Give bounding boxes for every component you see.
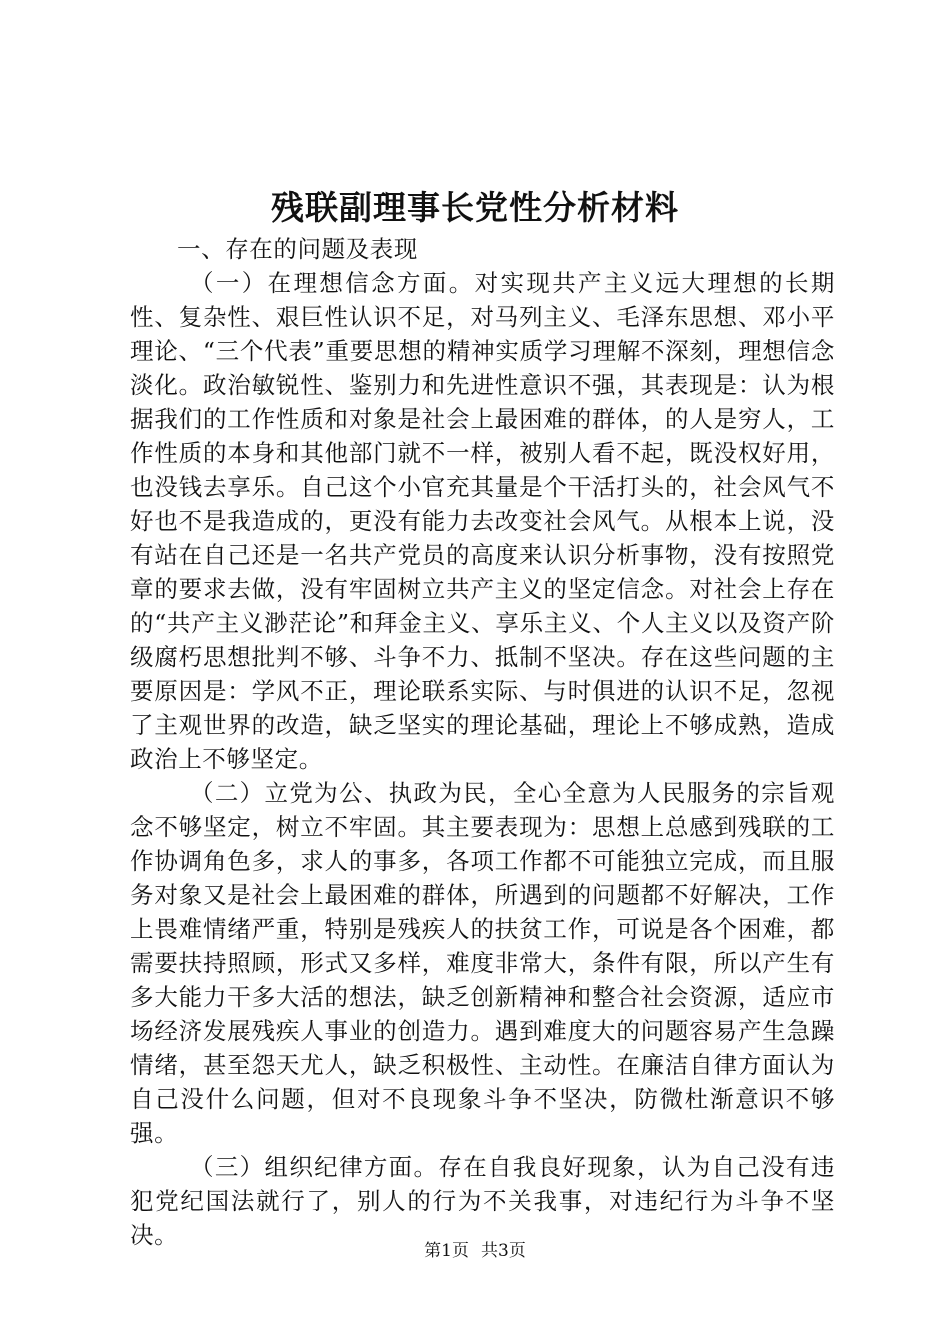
document-title: 残联副理事长党性分析材料 bbox=[271, 188, 679, 227]
section-heading: 一、存在的问题及表现 bbox=[177, 235, 418, 263]
document-body bbox=[130, 232, 835, 1252]
paragraph-1: （一）在理想信念方面。对实现共产主义远大理想的长期性、复杂性、艰巨性认识不足，对马列主义、毛泽东思想、邓小平理论、“三个代表”重要思想的精神实质学习理解不深刻，理想信念淡化。政治敏锐性、鉴别力和先进性意识不强，其表现是：认为根据我们的工作性质和对象是社会上最困难的群体，的人是穷人，工作性质的本身和其他部门就不一样，被别人看不起，既没权好用，也没钱去享乐。自己这个小官充其量是个干活打头的，社会风气不好也不是我造成的，更没有能力去改变社会风气。从根本上说，没有站在自己还是一名共产党员的高度来认识分析事物，没有按照党章的要求去做，没有牢固树立共产主义的坚定信念。对社会上存在的“共产主义渺茫论”和拜金主义、享乐主义、个人主义以及资产阶级腐朽思想批判不够、斗争不力、抵制不坚决。存在这些问题的主要原因是：学风不正，理论联系实际、与时俱进的认识不足，忽视了主观世界的改造，缺乏坚实的理论基础，理论上不够成熟，造成政治上不够坚定。 bbox=[130, 269, 835, 773]
paragraph-3: （三）组织纪律方面。存在自我良好现象，认为自己没有违犯党纪国法就行了，别人的行为不关我事，对违纪行为斗争不坚决。 bbox=[130, 1153, 835, 1249]
page-total: 共3页 bbox=[481, 1241, 526, 1261]
page-footer bbox=[0, 1240, 950, 1262]
page-number: 第1页 bbox=[424, 1241, 469, 1261]
paragraph-2: （二）立党为公、执政为民，全心全意为人民服务的宗旨观念不够坚定，树立不牢固。其主要表现为：思想上总感到残联的工作协调角色多，求人的事多，各项工作都不可能独立完成，而且服务对象又是社会上最困难的群体，所遇到的问题都不好解决，工作上畏难情绪严重，特别是残疾人的扶贫工作，可说是各个困难，都需要扶持照顾，形式又多样，难度非常大，条件有限，所以产生有多大能力干多大活的想法，缺乏创新精神和整合社会资源，适应市场经济发展残疾人事业的创造力。遇到难度大的问题容易产生急躁情绪，甚至怨天尤人，缺乏积极性、主动性。在廉洁自律方面认为自己没什么问题，但对不良现象斗争不坚决，防微杜渐意识不够强。 bbox=[130, 779, 835, 1147]
